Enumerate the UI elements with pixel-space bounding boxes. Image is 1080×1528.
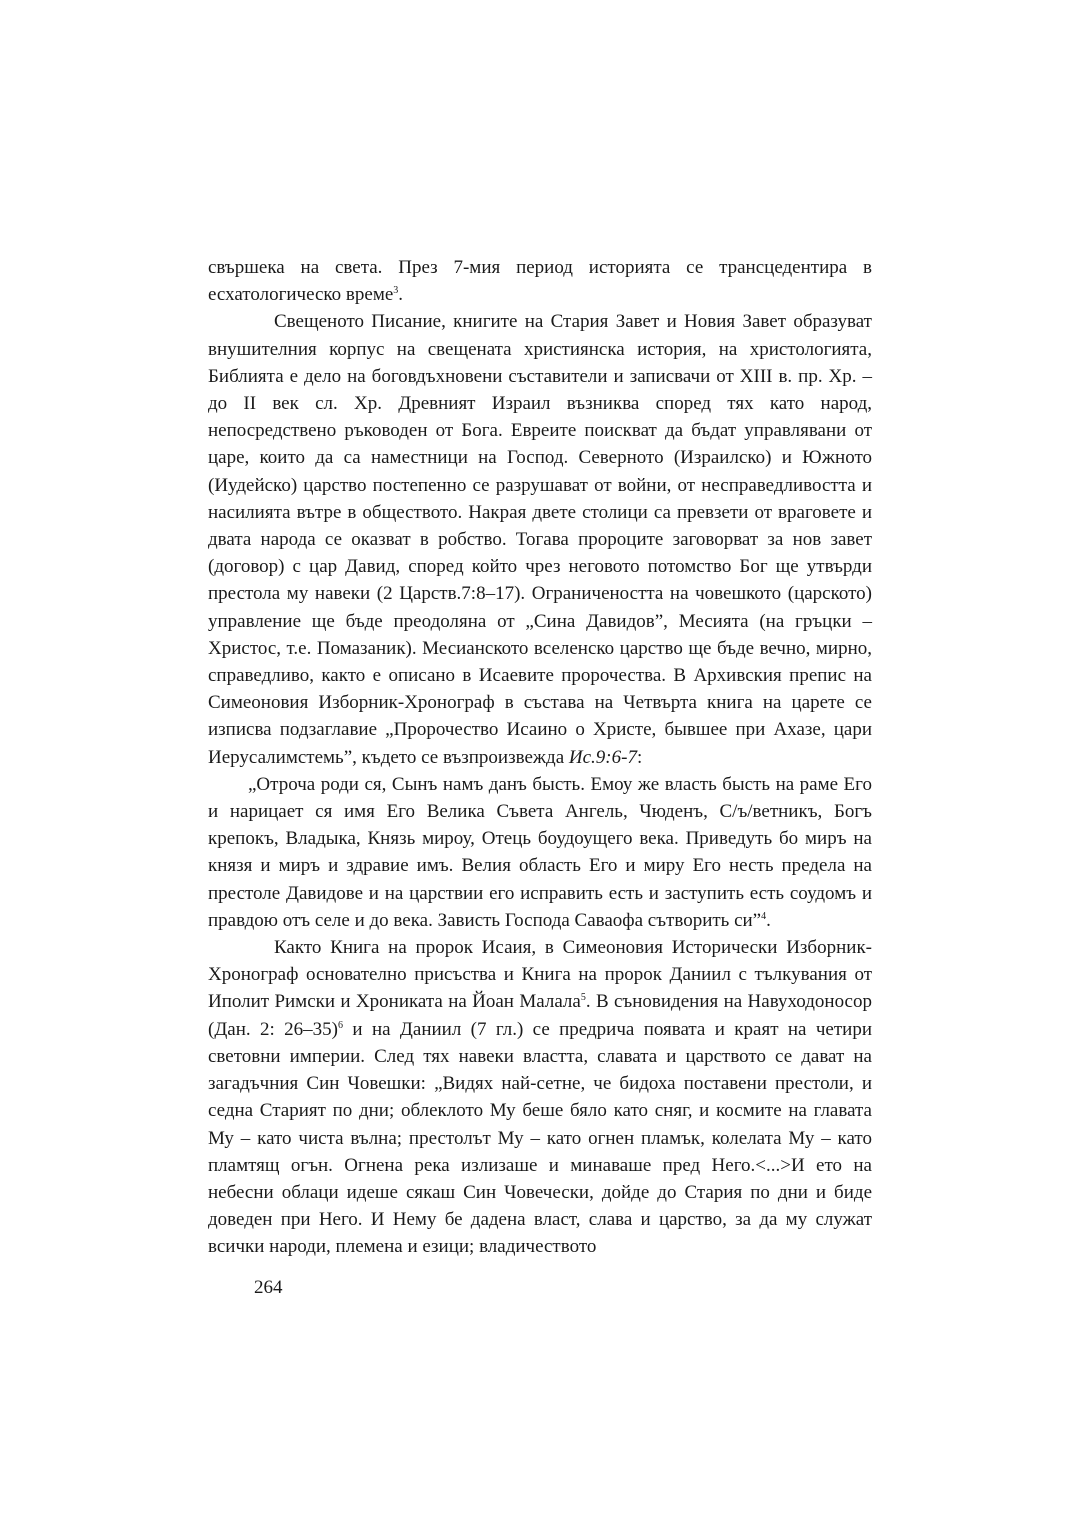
footnote-marker: 4: [761, 910, 767, 922]
paragraph-text: :: [636, 746, 643, 768]
paragraph-quotation: [208, 771, 872, 934]
body-text: [208, 254, 872, 1261]
paragraph-daniel: [208, 934, 872, 1260]
paragraph-scripture: [208, 308, 872, 770]
footnote-marker: 6: [338, 1019, 344, 1031]
paragraph-text: .: [398, 284, 404, 306]
footnote-marker: 5: [580, 992, 586, 1004]
paragraph-text: „Отроча роди ся, Сынъ намъ данъ бысть. Емоу же власть бысть на раме Его и нарицает ся имя Его Велика Съвета Ангель, Чюденъ, С/ъ/ветникъ, Богъ крепокъ, Владыка, Князь мироу, Отець боудоущего века. Приведуть бо миръ на князя и миръ и здравие имъ. Велия область Его и миру Его несть предела на престоле Давидове и на царствии его исправить есть и заступить есть соудомъ и правдою отъ селе и до века. Зависть Господа Саваофа сътворить си”: [208, 773, 872, 931]
paragraph-text: .: [766, 909, 771, 931]
paragraph-text: свършека на света. През 7-мия период историята се трансцедентира в есхатологическо време: [208, 257, 872, 306]
page-number: 264: [254, 1277, 283, 1298]
paragraph-continuation: [208, 254, 872, 308]
scripture-reference: Ис.9:6-7: [568, 746, 637, 768]
paragraph-text: Както Книга на пророк Исаия, в Симеоновия Исторически Изборник-Хронограф основателно присъства и Книга на пророк Даниил с тълкувания от Иполит Римски и Хрониката на Йоан Малала: [208, 937, 872, 1013]
paragraph-text: . В съновидения на Навуходоносор (Дан. 2: 26–35): [208, 991, 872, 1040]
paragraph-text: Свещеното Писание, книгите на Стария Завет и Новия Завет образуват внушителния корпус на свещената християнска история, на христологията, Библията е дело на боговдъхновени съставители и записвачи от XIII в. пр. Хр. – до II век сл. Хр. Древният Израил възниква според тях като народ, непосредствено ръководен от Бога. Евреите поискват да бъдат управлявани от царе, които да са наместници на Господ. Северното (Израилско) и Южното (Иудейско) царство постепенно се разрушават от войни, от несправедливостта и насилията вътре в обществото. Накрая двете столици са превзети от враговете и двата народа се оказват в робство. Тогава пророците заговорват за нов завет (договор) с цар Давид, според който чрез неговото потомство Бог ще утвърди престола му навеки (2 Царств.7:8–17). Ограничеността на човешкото (царското) управление ще бъде преодоляна от „Сина Давидов”, Месията (на гръцки – Христос, т.е. Помазаник). Месианското вселенско царство ще бъде вечно, мирно, справедливо, както е описано в Исаевите пророчества. В Архивския препис на Симеоновия Изборник-Хронограф в състава на Четвърта книга на царете се изписва подзаглавие „Пророчество Исаино о Христе, бывшее при Ахазе, цари Иерусалимстемь”, където се възпроизвежда: [208, 311, 872, 768]
footnote-marker: 3: [393, 285, 399, 297]
paragraph-text: и на Даниил (7 гл.) се предрича появата и краят на четири световни империи. След тях навеки властта, славата и царството се дават на загадъчния Син Човешки: „Видях най-сетне, че бидоха поставени престоли, и седна Старият по дни; облеклото Му беше бяло като сняг, и космите на главата Му – като чиста вълна; престолът Му – като огнен пламък, колелата Му – като пламтящ огън. Огнена река излизаше и минаваше пред Него.<...>И ето на небесни облаци идеше сякаш Син Човечески, дойде до Стария по дни и биде доведен при Него. И Нему бе дадена власт, слава и царство, за да му служат всички народи, племена и езици; владичеството: [208, 1018, 872, 1258]
